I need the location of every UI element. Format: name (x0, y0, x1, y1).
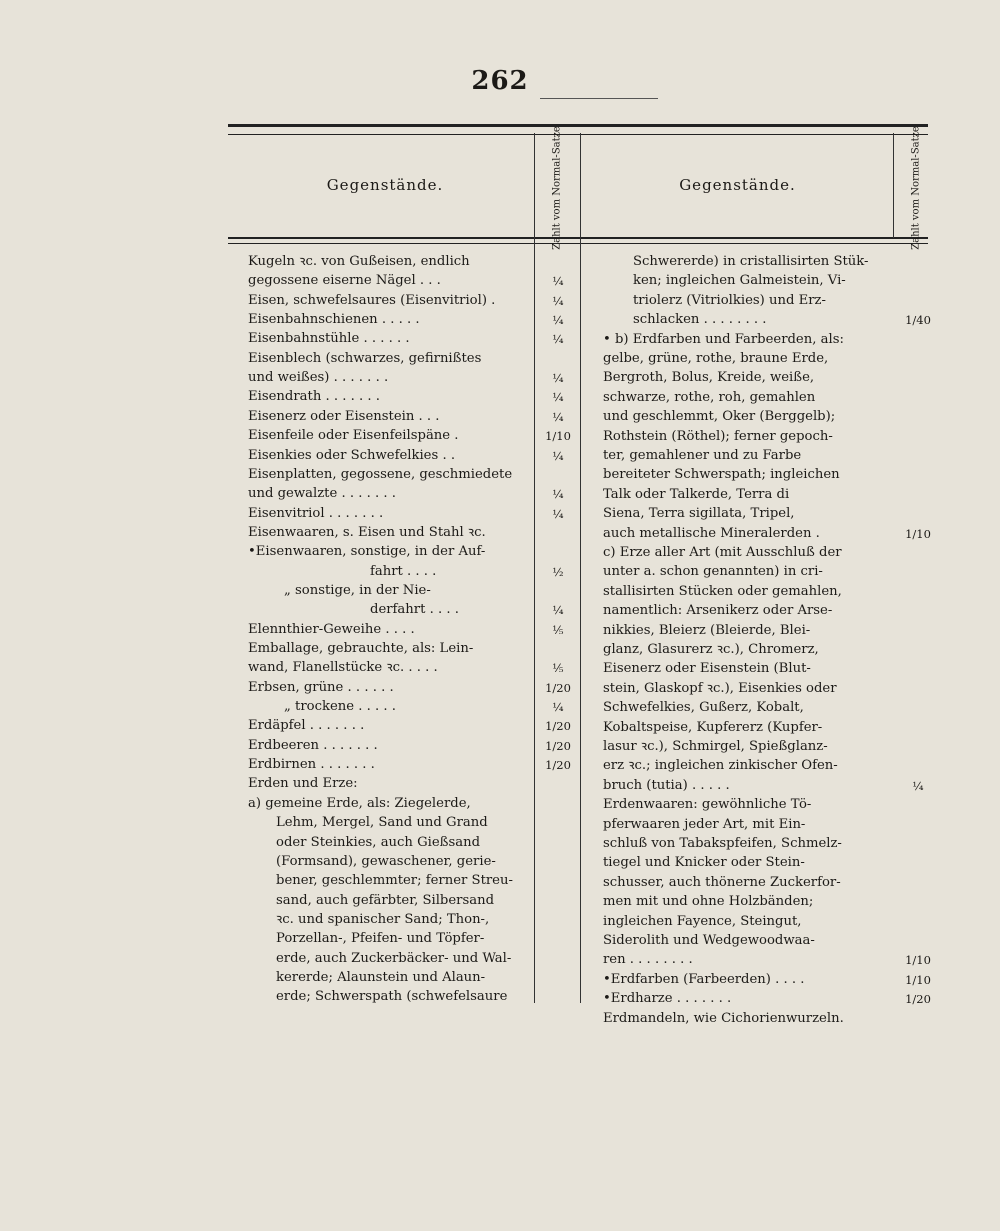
left-entry-line: bener, geschlemmter; ferner Streu- (276, 873, 513, 889)
left-entry-line: Kugeln ꝛc. von Gußeisen, endlich (248, 254, 470, 269)
right-entry-line: stein, Glaskopf ꝛc.), Eisenkies oder (603, 680, 837, 696)
left-rate-value: 1/20 (545, 719, 571, 734)
right-entry-line: nikkies, Bleierz (Bleierde, Blei- (603, 622, 811, 638)
left-entry-line: Eisenblech (schwarzes, gefirnißtes (248, 350, 482, 366)
left-entry-line: kererde; Alaunstein und Alaun- (276, 969, 486, 985)
right-entry-line: ken; ingleichen Galmeistein, Vi- (633, 273, 846, 289)
left-entry-line: erde; Schwerspath (schwefelsaure (276, 989, 508, 1005)
right-entry-line: Siderolith und Wedgewoodwaa- (603, 933, 815, 948)
left-entry-line: Eisenbahnschienen . . . . . (248, 312, 420, 328)
right-entry-line: tiegel und Knicker oder Stein- (603, 855, 805, 871)
right-entry-line: Siena, Terra sigillata, Tripel, (603, 506, 795, 522)
right-entry-line: stallisirten Stücken oder gemahlen, (603, 583, 842, 599)
right-entry-line: men mit und ohne Holzbänden; (603, 894, 814, 910)
left-entry-line: Erdbirnen . . . . . . . (248, 757, 375, 773)
left-entry-line: (Formsand), gewaschener, gerie- (276, 853, 496, 869)
right-rate-value: 1/20 (905, 992, 931, 1007)
right-entry-line: ren . . . . . . . . (603, 952, 693, 968)
right-entry-line: Erdmandeln, wie Cichorienwurzeln. (603, 1010, 844, 1026)
right-entry-line: schwarze, rothe, roh, gemahlen (603, 389, 816, 405)
left-entry-line: Erdbeeren . . . . . . . (248, 737, 378, 753)
right-entry-line: ingleichen Fayence, Steingut, (603, 913, 802, 929)
right-entry-line: Schwefelkies, Gußerz, Kobalt, (603, 700, 804, 716)
right-entry-line: auch metallische Mineralerden . (603, 525, 820, 541)
left-entry-line: Emballage, gebrauchte, als: Lein- (248, 641, 474, 656)
right-entry-line: erz ꝛc.; ingleichen zinkischer Ofen- (603, 758, 838, 774)
left-rate-value: ¼ (552, 603, 564, 618)
right-rate-title: Zahlt vom Normal-Satze (910, 126, 922, 250)
left-entry-line: Eisenkies oder Schwefelkies . . (248, 447, 456, 463)
left-entry-line: Erden und Erze: (248, 776, 358, 792)
left-entry-line: und weißes) . . . . . . . (248, 370, 389, 386)
right-entry-line: •Erdfarben (Farbeerden) . . . . (603, 971, 805, 987)
right-entry-line: schlacken . . . . . . . . (633, 312, 767, 328)
left-entry-line: Eisenbahnstühle . . . . . . (248, 331, 410, 347)
table-top-rule (228, 124, 928, 135)
right-entry-line: namentlich: Arsenikerz oder Arse- (603, 603, 833, 619)
left-entry-line: Eisendrath . . . . . . . (248, 389, 380, 405)
left-entry-line: a) gemeine Erde, als: Ziegelerde, (248, 795, 471, 811)
table-header-rule (228, 237, 928, 244)
right-entry-line: lasur ꝛc.), Schmirgel, Spießglanz- (603, 739, 828, 754)
right-rate-value: 1/10 (905, 526, 931, 541)
left-rate-value: 1/20 (545, 738, 571, 753)
left-entry-line: derfahrt . . . . (370, 602, 459, 618)
left-entry-line: Elennthier-Geweihe . . . . (248, 621, 415, 637)
right-entry-line: c) Erze aller Art (mit Ausschluß der (603, 545, 842, 560)
left-entry-line: Eisenplatten, gegossene, geschmiedete (248, 466, 513, 482)
right-rate-value: 1/10 (905, 972, 931, 987)
left-rate-value: ¼ (552, 506, 564, 521)
right-column-title: Gegenstände. (679, 176, 796, 194)
left-entry-line: Eisenerz oder Eisenstein . . . (248, 408, 440, 424)
left-entry-line: fahrt . . . . (370, 563, 437, 579)
left-rate-value: ¼ (552, 293, 564, 308)
right-entry-line: schusser, auch thönerne Zuckerfor- (603, 874, 841, 890)
column-divider-left-rate (534, 133, 535, 1003)
left-rate-value: 1/20 (545, 758, 571, 773)
left-entry-line: wand, Flanellstücke ꝛc. . . . . (248, 660, 438, 676)
left-entry-line: sand, auch gefärbter, Silbersand (276, 892, 495, 908)
right-entry-line: •Erdharze . . . . . . . (603, 991, 732, 1007)
page-number: 262 (471, 66, 529, 96)
left-entry-line: Eisenwaaren, s. Eisen und Stahl ꝛc. (248, 524, 486, 540)
left-entry-line: „ sonstige, in der Nie- (284, 582, 431, 598)
left-entry-line: und gewalzte . . . . . . . (248, 486, 396, 502)
left-rate-value: ¼ (552, 371, 564, 386)
left-entry-line: Porzellan-, Pfeifen- und Töpfer- (276, 931, 485, 947)
column-divider-middle (580, 133, 581, 1003)
left-rate-value: ¼ (552, 487, 564, 502)
right-entry-line: und geschlemmt, Oker (Berggelb); (603, 409, 836, 425)
left-entry-line: „ trockene . . . . . (284, 699, 396, 715)
right-entry-line: Kobaltspeise, Kupfererz (Kupfer- (603, 719, 823, 735)
left-rate-value: ⅕ (552, 622, 564, 637)
left-rate-value: ¼ (552, 274, 564, 289)
right-entry-line: glanz, Glasurerz ꝛc.), Chromerz, (603, 642, 819, 657)
right-entry-line: bereiteter Schwerspath; ingleichen (603, 467, 840, 483)
right-entry-line: Erdenwaaren: gewöhnliche Tö- (603, 797, 812, 813)
left-column-title: Gegenstände. (326, 176, 444, 194)
right-entry-line: gelbe, grüne, rothe, braune Erde, (603, 351, 829, 366)
right-entry-line: Rothstein (Röthel); ferner gepoch- (603, 428, 833, 444)
right-entry-line: pferwaaren jeder Art, mit Ein- (603, 816, 806, 832)
right-entry-line: triolerz (Vitriolkies) und Erz- (633, 292, 826, 308)
left-rate-value: ¼ (552, 332, 564, 347)
left-rate-value: ¼ (552, 390, 564, 405)
left-entry-line: Erbsen, grüne . . . . . . (248, 679, 394, 695)
left-entry-line: Eisenvitriol . . . . . . . (248, 505, 384, 521)
page-number-rule (540, 98, 658, 99)
left-entry-line: ꝛc. und spanischer Sand; Thon-, (276, 911, 490, 927)
left-rate-value: ⅕ (552, 661, 564, 676)
right-entry-line: Bergroth, Bolus, Kreide, weiße, (603, 370, 815, 386)
left-entry-line: •Eisenwaaren, sonstige, in der Auf- (248, 544, 486, 560)
right-entry-line: • b) Erdfarben und Farbeerden, als: (603, 331, 844, 347)
left-entry-line: Erdäpfel . . . . . . . (248, 718, 365, 734)
left-entry-line: Eisenfeile oder Eisenfeilspäne . (248, 428, 459, 444)
right-entry-line: Eisenerz oder Eisenstein (Blut- (603, 661, 811, 677)
left-entry-line: gegossene eiserne Nägel . . . (248, 273, 441, 289)
left-rate-value: 1/10 (545, 429, 571, 444)
right-rate-value: 1/10 (905, 953, 931, 968)
left-rate-value: ¼ (552, 700, 564, 715)
right-entry-line: Talk oder Talkerde, Terra di (603, 486, 790, 502)
left-rate-title: Zahlt vom Normal-Satze (551, 126, 563, 250)
right-entry-line: ter, gemahlener und zu Farbe (603, 448, 802, 463)
left-entry-line: Lehm, Mergel, Sand und Grand (276, 815, 488, 831)
left-rate-value: ¼ (552, 409, 564, 424)
right-entry-line: schluß von Tabakspfeifen, Schmelz- (603, 836, 842, 851)
left-rate-value: 1/20 (545, 680, 571, 695)
right-entry-line: unter a. schon genannten) in cri- (603, 564, 823, 580)
left-entry-line: Eisen, schwefelsaures (Eisenvitriol) . (248, 292, 496, 308)
column-divider-right-rate (893, 133, 894, 238)
right-rate-value: ¼ (912, 778, 924, 793)
left-entry-line: oder Steinkies, auch Gießsand (276, 834, 481, 850)
left-rate-value: ¼ (552, 448, 564, 463)
right-entry-line: Schwererde) in cristallisirten Stük- (633, 254, 869, 269)
right-entry-line: bruch (tutia) . . . . . (603, 777, 730, 793)
left-rate-value: ½ (552, 564, 564, 579)
left-entry-line: erde, auch Zuckerbäcker- und Wal- (276, 950, 512, 966)
left-rate-value: ¼ (552, 313, 564, 328)
right-rate-value: 1/40 (905, 313, 931, 328)
